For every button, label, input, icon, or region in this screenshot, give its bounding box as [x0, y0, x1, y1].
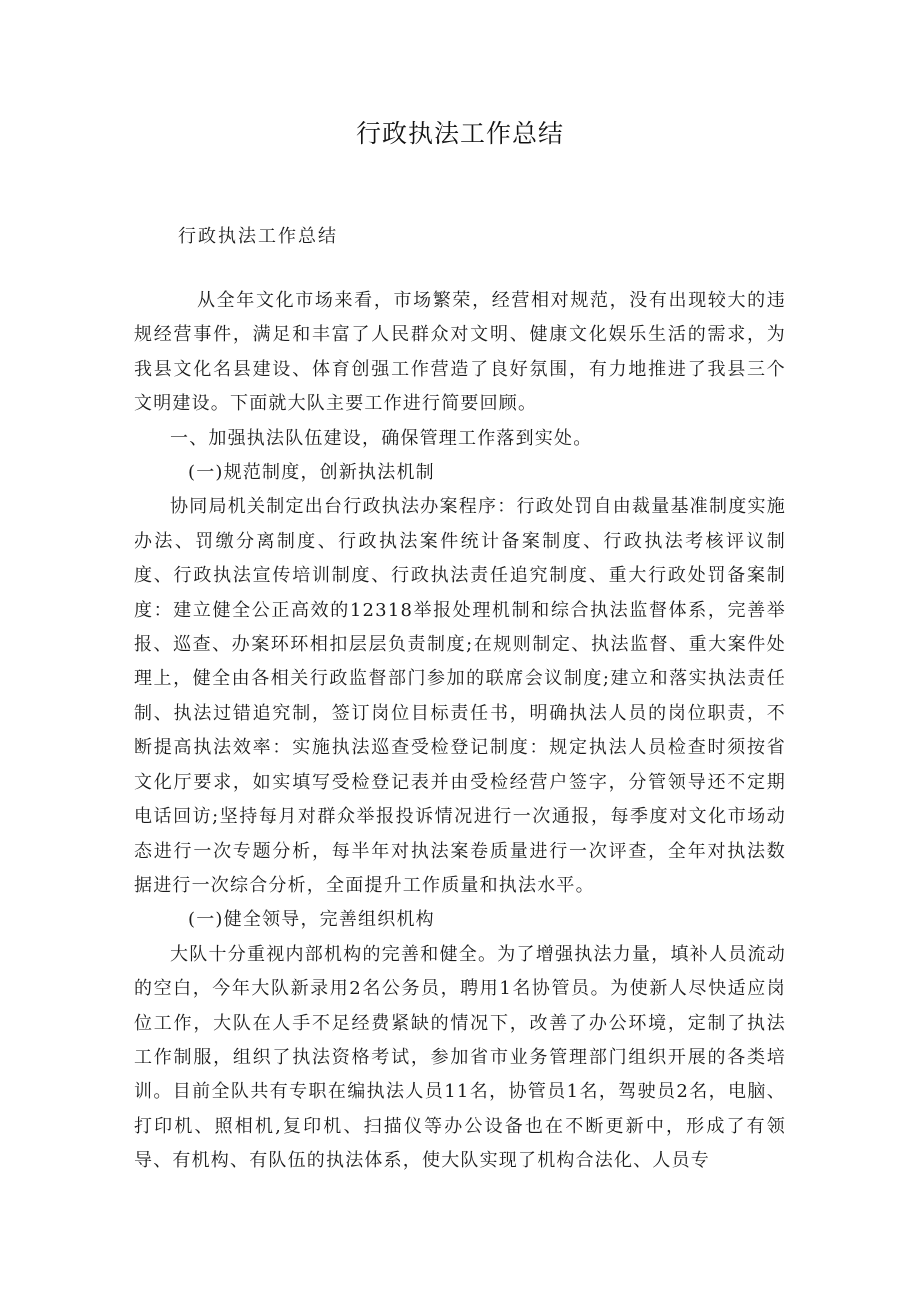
document-body	[134, 284, 786, 1179]
rules-paragraph: 协同局机关制定出台行政执法办案程序：行政处罚自由裁量基准制度实施办法、罚缴分离制度、行政执法案件统计备案制度、行政执法考核评议制度、行政执法宣传培训制度、行政执法责任追究制度、重大行政处罚备案制度：建立健全公正高效的12318举报处理机制和综合执法监督体系，完善举报、巡查、办案环环相扣层层负责制度;在规则制定、执法监督、重大案件处理上，健全由各相关行政监督部门参加的联席会议制度;建立和落实执法责任制、执法过错追究制，签订岗位目标责任书，明确执法人员的岗位职责，不断提高执法效率：实施执法巡查受检登记制度：规定执法人员检查时须按省文化厅要求，如实填写受检登记表并由受检经营户签字，分管领导还不定期电话回访;坚持每月对群众举报投诉情况进行一次通报，每季度对文化市场动态进行一次专题分析，每半年对执法案卷质量进行一次评查，全年对执法数据进行一次综合分析，全面提升工作质量和执法水平。	[134, 496, 786, 896]
document-title: 行政执法工作总结	[355, 119, 564, 148]
subsection-a-heading: (一)规范制度，创新执法机制	[188, 462, 435, 484]
intro-paragraph: 从全年文化市场来看，市场繁荣，经营相对规范，没有出现较大的违规经营事件，满足和丰富了人民群众对文明、健康文化娱乐生活的需求，为我县文化名县建设、体育创强工作营造了良好氛围，有力地推进了我县三个文明建设。下面就大队主要工作进行简要回顾。	[134, 290, 786, 415]
subsection-b-heading: (一)健全领导，完善组织机构	[188, 909, 435, 931]
organization-paragraph: 大队十分重视内部机构的完善和健全。为了增强执法力量，填补人员流动的空白，今年大队新录用2名公务员，聘用1名协管员。为使新人尽快适应岗位工作，大队在人手不足经费紧缺的情况下，改善了办公环境，定制了执法工作制服，组织了执法资格考试，参加省市业务管理部门组织开展的各类培训。目前全队共有专职在编执法人员11名，协管员1名，驾驶员2名，电脑、打印机、照相机,复印机、扫描仪等办公设备也在不断更新中，形成了有领导、有机构、有队伍的执法体系，使大队实现了机构合法化、人员专	[134, 943, 786, 1172]
document-subtitle: 行政执法工作总结	[178, 226, 338, 247]
section-one-heading: 一、加强执法队伍建设，确保管理工作落到实处。	[170, 427, 593, 449]
